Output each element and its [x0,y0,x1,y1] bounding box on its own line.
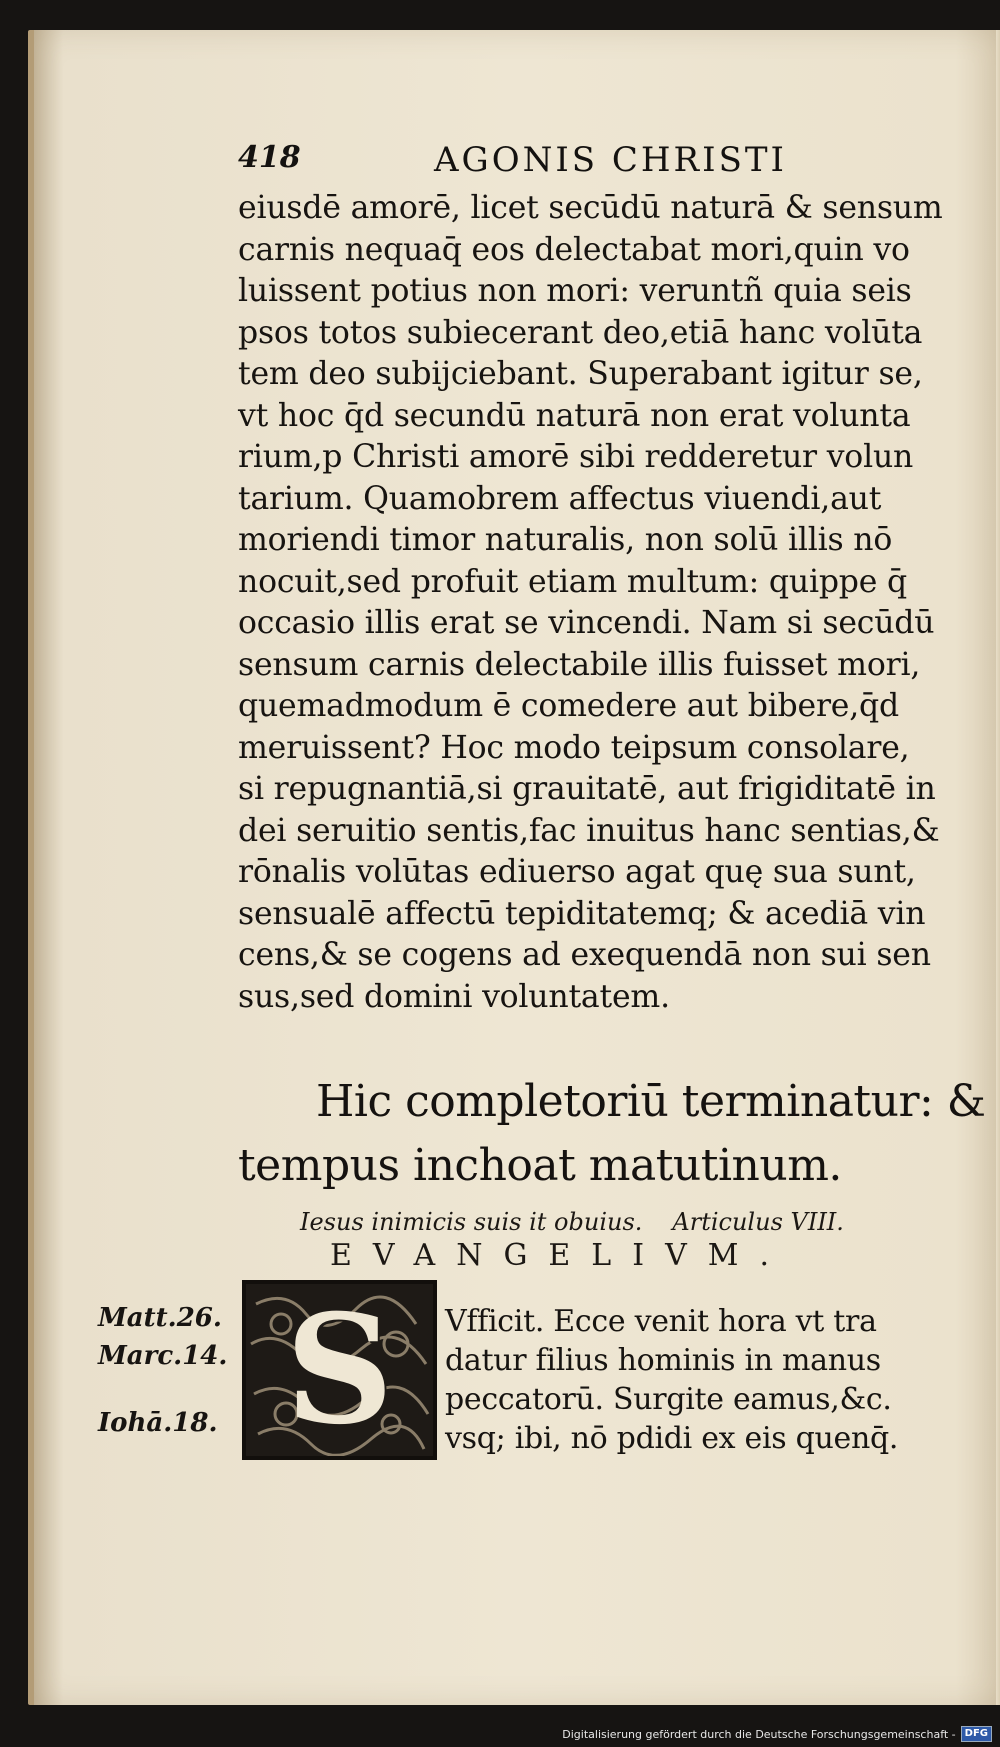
gospel-text [445,1302,945,1458]
page-edge [996,30,1000,1705]
text-line: sus,sed domini voluntatem. [238,978,670,1015]
text-line: sensum carnis delectabile illis fuisset mori, [238,646,921,683]
text-line: dei seruitio sentis,fac inuitus hanc sentias,& [238,812,940,849]
closing-line: Hic completoriū terminatur: & [316,1076,986,1127]
article-label: Articulus VIII. [672,1208,844,1236]
text-line: quemadmodum ē comedere aut bibere,q̄d [238,688,899,724]
digitization-credit [562,1723,992,1745]
text-line: peccatorū. Surgite eamus,&c. [445,1382,892,1417]
text-line: psos totos subiecerant deo,etiā hanc volūta [238,314,923,351]
initial-letter: S [285,1282,394,1458]
text-line: sensualē affectū tepiditatemq; & acediā vin [238,895,926,932]
dfg-logo: DFG [961,1726,992,1742]
margin-ref: Matt.26. [98,1303,222,1333]
text-line: meruissent? Hoc modo teipsum consolare, [238,729,910,766]
text-line: tem deo subijciebant. Superabant igitur se, [238,356,923,392]
closing-line: tempus inchoat matutinum. [238,1140,842,1191]
article-caption [300,1208,930,1236]
credit-text: Digitalisierung gefördert durch die Deutsche Forschungsgemeinschaft - [562,1727,956,1741]
text-line: carnis nequaq̄ eos delectabat mori,quin vo [238,231,910,268]
decorated-initial [242,1280,437,1460]
text-line: nocuit,sed profuit etiam multum: quippe q̄ [238,563,907,600]
text-line: rōnalis volūtas ediuerso agat quę sua sunt, [238,854,916,890]
text-line: luissent potius non mori: veruntñ quia seis [238,273,912,309]
page-header [238,140,828,186]
text-line: cens,& se cogens ad exequendā non sui sen [238,937,931,973]
body-text [238,188,943,1018]
folio-number: 418 [238,140,301,175]
text-line: moriendi timor naturalis, non solū illis nō [238,522,893,558]
text-line: si repugnantiā,si grauitatē, aut frigiditatē in [238,771,936,807]
article-title: Iesus inimicis suis it obuius. [300,1208,643,1236]
text-line: occasio illis erat se vincendi. Nam si secūdū [238,605,935,641]
text-line: tarium. Quamobrem affectus viuendi,aut [238,480,882,517]
text-line: Vfficit. Ecce venit hora vt tra [445,1304,877,1339]
text-line: vsq; ibi, nō pdidi ex eis quenq̄. [445,1421,899,1456]
gospel-heading: EVANGELIVM. [330,1238,790,1273]
closing-rubric [238,1070,986,1198]
text-line: datur filius hominis in manus [445,1343,881,1378]
running-title: AGONIS CHRISTI [434,140,787,180]
text-line: vt hoc q̄d secundū naturā non erat volunta [238,397,911,434]
margin-ref: Iohā.18. [98,1408,218,1438]
text-line: rium,p Christi amorē sibi redderetur volun [238,439,914,475]
margin-ref: Marc.14. [98,1341,228,1371]
text-line: eiusdē amorē, licet secūdū naturā & sensum [238,190,943,226]
